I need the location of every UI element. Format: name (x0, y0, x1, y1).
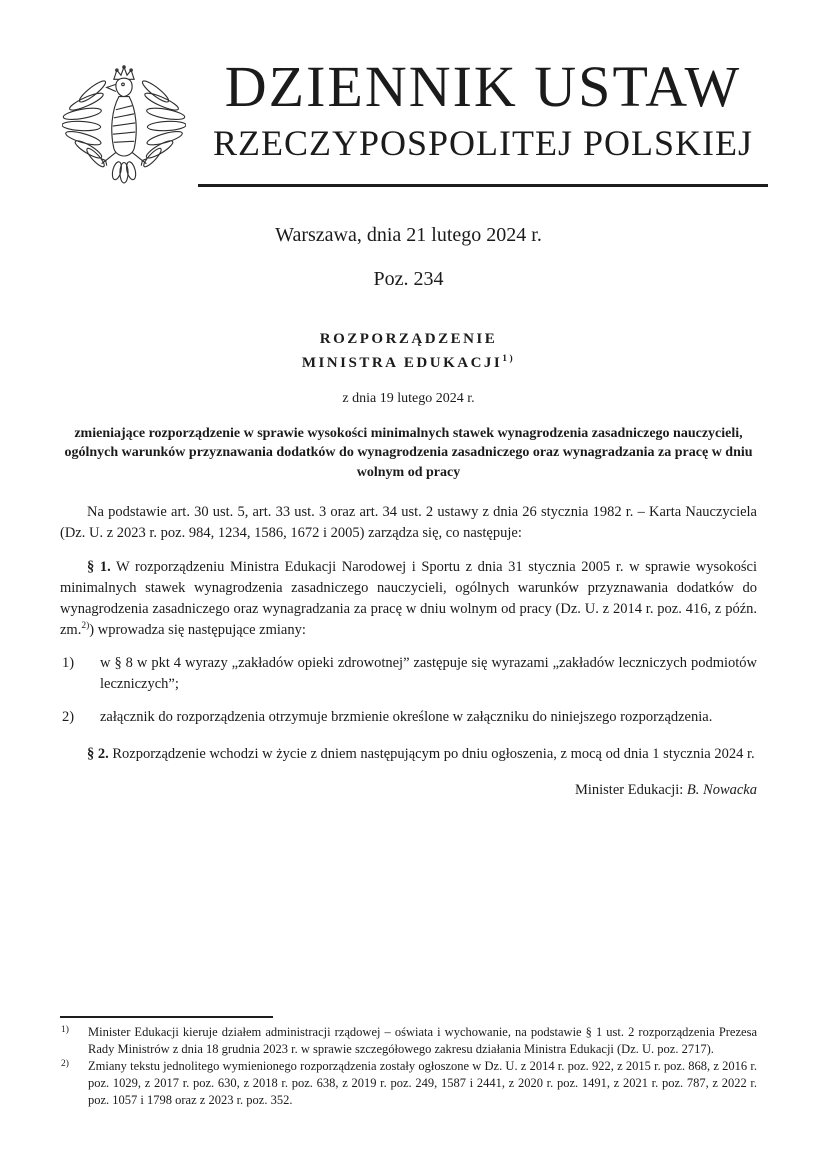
footnote (60, 1024, 757, 1058)
list-item-marker: 1) (62, 654, 75, 671)
act-issuer (60, 355, 757, 372)
paragraph-1 (60, 557, 757, 641)
paragraph-1-lead: § 1. (87, 558, 111, 575)
footnote-marker: 1) (61, 1025, 69, 1035)
paragraph-1-text: W rozporządzeniu Ministra Edukacji Narodowej i Sportu z dnia 31 stycznia 2005 r. w sprawie wysokości minimalnych stawek wynagrodzenia zasadniczego nauczycieli, ogólnych warunków przyznawania dodatków do wynagrodzenia zasadniczego oraz wynagradzania za pracę w dniu wolnym od pracy (Dz. U. z 2014 r. poz. 416, z późn. zm. (60, 558, 758, 638)
masthead (0, 0, 827, 190)
footnotes-section (60, 1016, 757, 1109)
polish-eagle-icon (62, 63, 186, 187)
footnote (60, 1058, 757, 1109)
document-body (60, 224, 757, 799)
signature-name: B. Nowacka (686, 781, 757, 798)
gazette-title: DZIENNIK USTAW (224, 54, 742, 119)
list-item (60, 653, 757, 695)
act-date: z dnia 19 lutego 2024 r. (342, 391, 475, 406)
act-type: ROZPORZĄDZENIE (319, 331, 498, 347)
act-subject: zmieniające rozporządzenie w sprawie wysokości minimalnych stawek wynagrodzenia zasadniczego nauczycieli, ogólnych warunków przyznawania dodatków do wynagrodzenia zasadniczego oraz wynagradzania za pracę w dniu wolnym od pracy (64, 426, 753, 480)
position-number: Poz. 234 (373, 268, 444, 290)
signature-line (60, 782, 757, 799)
paragraph-2-text: Rozporządzenie wchodzi w życie z dniem następującym po dniu ogłoszenia, z mocą od dnia 1 stycznia 2024 r. (108, 745, 755, 762)
signature-label: Minister Edukacji: (574, 781, 687, 798)
list-item-text: w § 8 w pkt 4 wyrazy „zakładów opieki zdrowotnej” zastępuje się wyrazami „zakładów leczniczych podmiotów leczniczych”; (100, 654, 757, 692)
footnote-rule (60, 1016, 273, 1018)
paragraph-2-lead: § 2. (87, 745, 109, 762)
dateline: Warszawa, dnia 21 lutego 2024 r. (275, 224, 542, 246)
masthead-rule (198, 184, 768, 187)
footnote-text: Minister Edukacji kieruje działem administracji rządowej – oświata i wychowanie, na podstawie § 1 ust. 2 rozporządzenia Prezesa Rady Ministrów z dnia 18 grudnia 2023 r. w sprawie szczegółowego zakresu działania Ministra Edukacji (Dz. U. poz. 2717). (88, 1025, 757, 1056)
paragraph-1-text-end: ) wprowadza się następujące zmiany: (89, 621, 306, 638)
list-item (60, 707, 757, 728)
footnote-marker: 2) (61, 1059, 69, 1069)
preamble-paragraph: Na podstawie art. 30 ust. 5, art. 33 ust. 3 oraz art. 34 ust. 2 ustawy z dnia 26 stycznia 1982 r. – Karta Nauczyciela (Dz. U. z 2023 r. poz. 984, 1234, 1586, 1672 i 2005) zarządza się, co następuje: (60, 503, 757, 541)
list-item-text: załącznik do rozporządzenia otrzymuje brzmienie określone w załączniku do niniejszego rozporządzenia. (100, 708, 713, 725)
act-issuer-text: MINISTRA EDUKACJI (301, 355, 503, 371)
gazette-subtitle: RZECZYPOSPOLITEJ POLSKIEJ (212, 123, 754, 164)
footnote-ref-1: 1) (502, 354, 516, 364)
footnote-ref-2: 2) (81, 621, 90, 632)
footnote-text: Zmiany tekstu jednolitego wymienionego rozporządzenia zostały ogłoszone w Dz. U. z 2014 r. poz. 922, z 2015 r. poz. 868, z 2016 r. poz. 1029, z 2017 r. poz. 630, z 2018 r. poz. 638, z 2019 r. poz. 249, 1587 i 2441, z 2020 r. poz. 1491, z 2021 r. poz. 787, z 2022 r. poz. 1057 i 1798 oraz z 2023 r. poz. 352. (88, 1059, 757, 1107)
paragraph-2 (60, 744, 757, 765)
list-item-marker: 2) (62, 708, 75, 725)
